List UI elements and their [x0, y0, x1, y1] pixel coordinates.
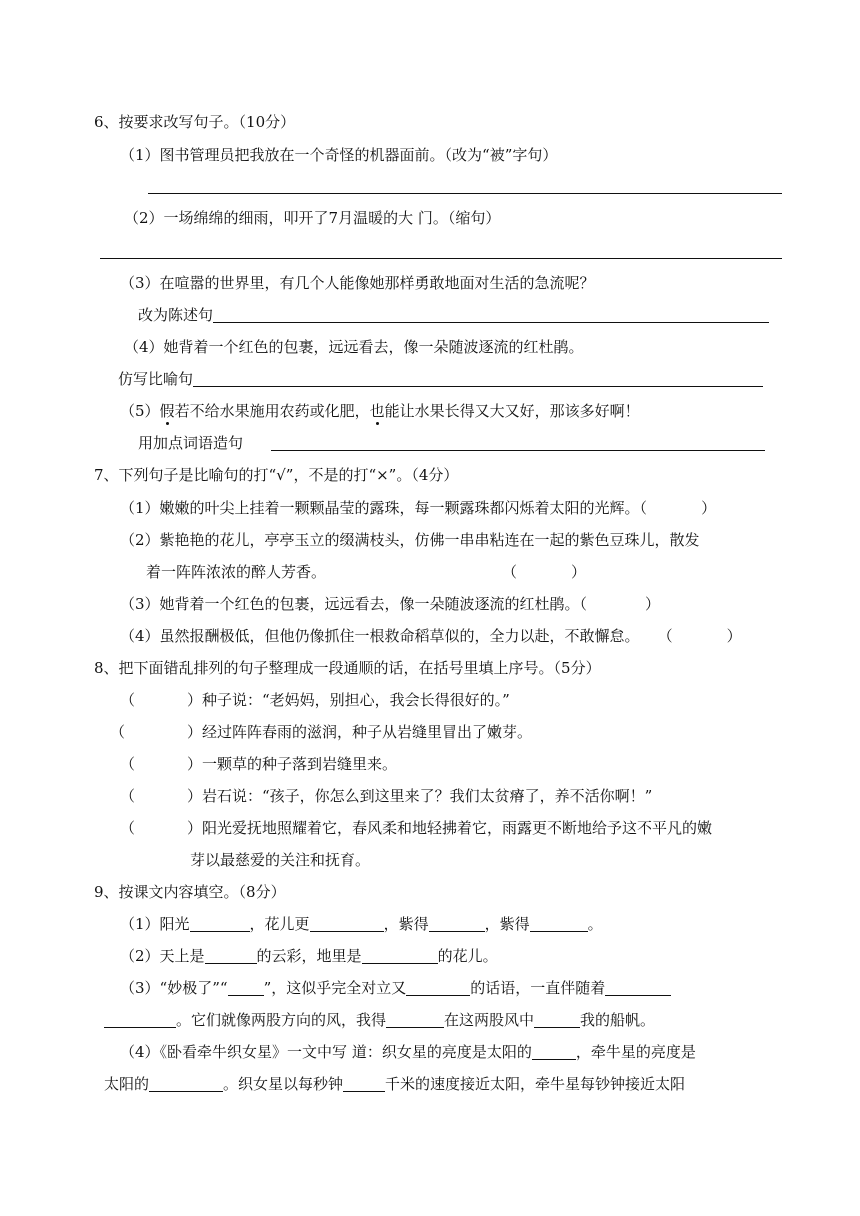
q7-paren-close: ） — [645, 595, 661, 613]
q9-text: 我的船帆。 — [580, 1011, 656, 1029]
q8-row-1-text: ）种子说：“老妈妈，别担心，我会长得很好的。” — [187, 691, 510, 709]
q6-sentence-2: （2）一场绵绵的细雨，叩开了7月温暖的大 门。（缩句） — [124, 209, 501, 227]
q9-blank[interactable] — [310, 915, 384, 932]
q8-row-4-text: ）岩石说：“孩子，你怎么到这里来了？我们太贫瘠了，养不活你啊！” — [187, 787, 653, 805]
q9-text: 。 — [587, 915, 603, 933]
q8-row-2 — [110, 722, 532, 742]
q9-blank[interactable] — [534, 1011, 580, 1028]
q9-text: 的话语，一直伴随着 — [470, 979, 606, 997]
q7-item-4-text: （4）虽然报酬极低，但他仍像抓住一根救命稻草似的，全力以赴，不敢懈怠。 — [120, 627, 640, 645]
q9-blank[interactable] — [406, 979, 470, 996]
q9-line-3 — [120, 978, 671, 998]
q9-blank[interactable] — [362, 947, 438, 964]
q8-row-5-cont: 芽以最慈爱的关注和抚育。 — [190, 851, 371, 869]
q9-blank[interactable] — [386, 1011, 444, 1028]
q9-text: 千米的速度接近太阳，牵牛星每钞钟接近太阳 — [385, 1075, 686, 1093]
q7-item-2-text: 着一阵阵浓浓的醉人芳香。 — [146, 563, 327, 581]
q6-answer-row-5 — [138, 433, 765, 453]
q9-text: 太阳的 — [104, 1075, 150, 1093]
q6-s5-dotted-word-2: 也 — [369, 402, 385, 420]
q9-text: 。织女星以每秒钟 — [223, 1075, 344, 1093]
q8-row-5-text: ）阳光爱抚地照耀着它，春风柔和地轻拂着它，雨露更不断地给予这不平凡的嫩 — [187, 819, 713, 837]
q9-text: 。它们就像两股方向的风，我得 — [176, 1011, 387, 1029]
q9-line-1 — [120, 914, 603, 934]
q9-blank[interactable] — [205, 947, 257, 964]
q9-text: （4）《卧看牵牛织女星》一文中写 道：织女星的亮度是太阳的 — [120, 1043, 532, 1061]
q9-blank[interactable] — [532, 1043, 576, 1060]
q8-paren-open: （ — [110, 723, 126, 741]
q9-blank[interactable] — [149, 1075, 223, 1092]
q8-row-3 — [120, 754, 397, 774]
q6-sentence-5 — [120, 401, 640, 421]
q9-blank[interactable] — [605, 979, 671, 996]
q6-answer-line-1[interactable] — [148, 193, 782, 194]
q6-answer-blank-4[interactable] — [193, 370, 763, 387]
q9-blank[interactable] — [530, 915, 588, 932]
q9-text: 的花儿。 — [437, 947, 498, 965]
q6-answer-row-4 — [118, 369, 763, 389]
q8-row-1 — [120, 690, 510, 710]
q6-label-5: 用加点词语造句 — [138, 434, 244, 452]
q9-line-3-cont — [104, 1010, 655, 1030]
q9-text: ，紫得 — [484, 915, 530, 933]
q7-paren-open: （ — [502, 563, 518, 581]
q7-item-2-cont — [146, 562, 586, 582]
q9-text: 的云彩，地里是 — [256, 947, 362, 965]
q8-paren-open: （ — [120, 787, 136, 805]
q9-text: （3）“妙极了”“ — [120, 979, 228, 997]
q7-item-1-text: （1）嫩嫩的叶尖上挂着一颗颗晶莹的露珠，每一颗露珠都闪烁着太阳的光辉。（ — [120, 499, 648, 517]
q9-line-4-cont — [104, 1074, 685, 1094]
q6-s5-dotted-word-1: 假 — [159, 402, 175, 420]
q8-paren-open: （ — [120, 755, 136, 773]
q8-title: 8、把下面错乱排列的句子整理成一段通顺的话，在括号里填上序号。（5分） — [94, 659, 601, 677]
q9-text: （2）天上是 — [120, 947, 205, 965]
q6-sentence-4: （4）她背着一个红色的包裹，远远看去，像一朵随波逐流的红杜鹃。 — [124, 338, 584, 356]
q6-label-3: 改为陈述句 — [138, 306, 214, 324]
q6-title: 6、按要求改写句子。（10分） — [94, 113, 296, 131]
q9-line-4 — [120, 1042, 696, 1062]
q6-answer-line-2[interactable] — [100, 258, 782, 259]
q9-blank[interactable] — [429, 915, 485, 932]
q6-sentence-1: （1）图书管理员把我放在一个奇怪的机器面前。（改为“被”字句） — [120, 146, 558, 164]
q9-blank[interactable] — [104, 1011, 176, 1028]
q9-blank[interactable] — [343, 1075, 385, 1092]
q6-answer-blank-3[interactable] — [213, 306, 769, 323]
q7-item-2: （2）紫艳艳的花儿，亭亭玉立的缀满枝头，仿佛一串串粘连在一起的紫色豆珠儿，散发 — [120, 531, 700, 549]
q8-paren-open: （ — [120, 691, 136, 709]
q7-paren-close: ） — [726, 627, 742, 645]
q6-answer-blank-5[interactable] — [271, 434, 765, 451]
q9-text: （1）阳光 — [120, 915, 190, 933]
q6-s5-prefix: （5） — [120, 402, 160, 420]
q7-item-1 — [120, 498, 716, 518]
q9-line-2 — [120, 946, 498, 966]
q8-row-2-text: ）经过阵阵春雨的滋润，种子从岩缝里冒出了嫩芽。 — [187, 723, 533, 741]
q7-paren-close: ） — [571, 563, 587, 581]
q6-sentence-3: （3）在喧嚣的世界里，有几个人能像她那样勇敢地面对生活的急流呢？ — [120, 274, 595, 292]
q8-row-4 — [120, 786, 652, 806]
q9-text: ，牵牛星的亮度是 — [575, 1043, 696, 1061]
q7-paren-close: ） — [701, 499, 717, 517]
q8-row-5 — [120, 818, 712, 838]
q9-text: ，紫得 — [383, 915, 429, 933]
q7-title: 7、下列句子是比喻句的打“√”，不是的打“×”。（4分） — [94, 466, 459, 484]
q7-item-4 — [120, 626, 742, 646]
q6-s5-text-2: 能让水果长得又大又好，那该多好啊！ — [384, 402, 640, 420]
q7-item-3-text: （3）她背着一个红色的包裹，远远看去，像一朵随波逐流的红杜鹃。（ — [120, 595, 588, 613]
q7-item-3 — [120, 594, 660, 614]
q8-row-3-text: ）一颗草的种子落到岩缝里来。 — [187, 755, 398, 773]
q6-s5-text-1: 若不给水果施用农药或化肥， — [174, 402, 370, 420]
q7-paren-open: （ — [657, 627, 673, 645]
q8-paren-open: （ — [120, 819, 136, 837]
q9-blank[interactable] — [228, 979, 264, 996]
q9-text: ”，这似乎完全对立又 — [263, 979, 407, 997]
q6-answer-row-3 — [138, 305, 769, 325]
q9-blank[interactable] — [190, 915, 250, 932]
q6-label-4: 仿写比喻句 — [118, 370, 194, 388]
q9-title: 9、按课文内容填空。（8分） — [94, 883, 286, 901]
q9-text: 在这两股风中 — [444, 1011, 535, 1029]
q9-text: ，花儿更 — [249, 915, 310, 933]
